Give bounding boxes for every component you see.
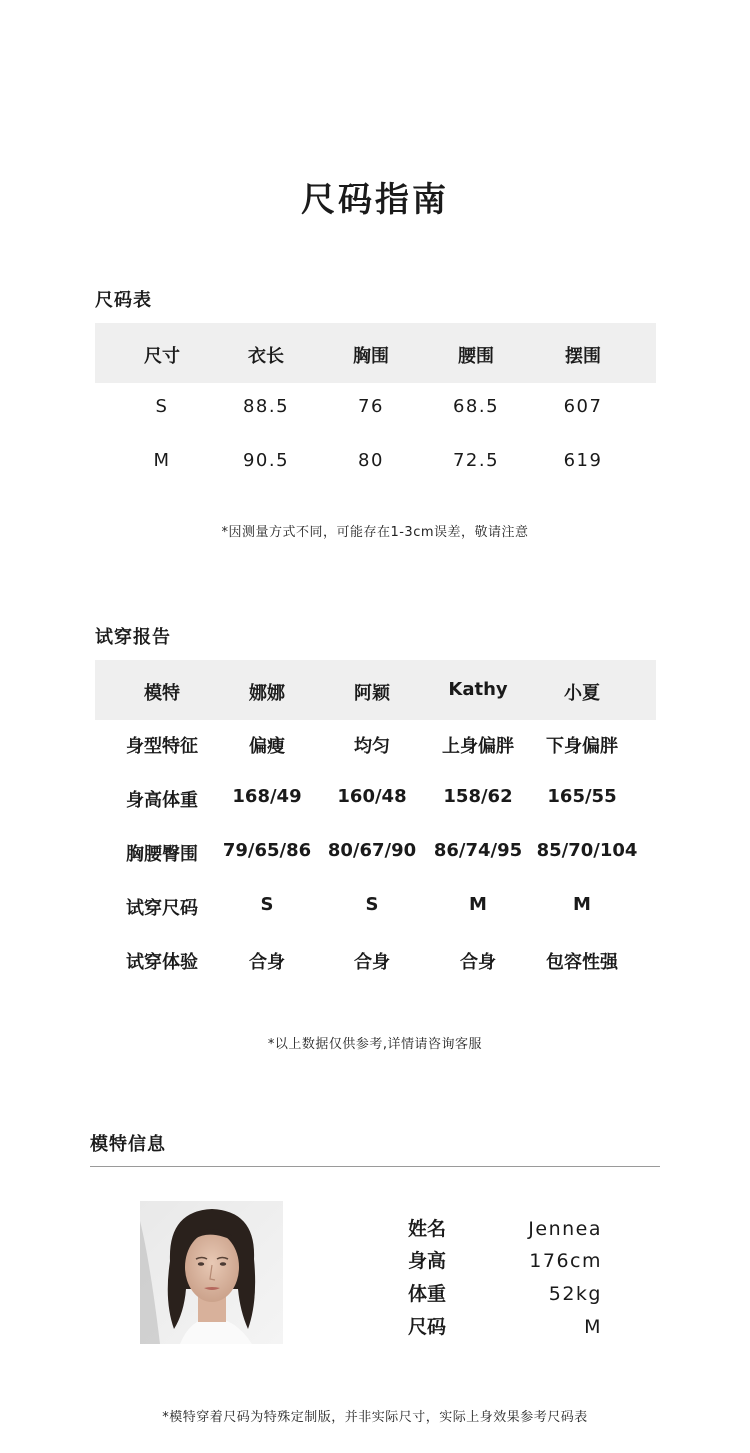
- fit-report-cell: 合身: [249, 952, 285, 973]
- fit-report-cell: S: [365, 894, 379, 915]
- fit-report-cell: 合身: [354, 952, 390, 973]
- fit-report-header-cell: 小夏: [564, 683, 600, 704]
- size-chart-cell: 90.5: [242, 450, 290, 471]
- fit-report-cell: 身型特征: [126, 736, 198, 757]
- fit-report-cell: 均匀: [354, 736, 390, 757]
- fit-report-row: [95, 882, 656, 936]
- size-chart-table: [95, 323, 656, 491]
- model-height-value: 176cm: [529, 1250, 602, 1272]
- fit-report-cell: 上身偏胖: [442, 736, 514, 757]
- size-chart-title: 尺码表: [95, 290, 152, 311]
- fit-report-cell: 160/48: [337, 786, 407, 807]
- model-info-divider: [90, 1166, 660, 1167]
- fit-report-cell: S: [260, 894, 274, 915]
- size-chart-header-cell: 摆围: [565, 346, 601, 367]
- fit-report-cell: M: [469, 894, 487, 915]
- fit-report-cell: 79/65/86: [222, 840, 312, 861]
- size-chart-row: [95, 383, 656, 437]
- size-chart-cell: 76: [358, 396, 384, 417]
- fit-report-cell: 86/74/95: [433, 840, 523, 861]
- size-chart-cell: M: [153, 450, 171, 471]
- fit-report-row: [95, 720, 656, 774]
- fit-report-cell: M: [573, 894, 591, 915]
- fit-report-row: [95, 774, 656, 828]
- model-height-label: 身高: [408, 1250, 447, 1272]
- size-chart-cell: 88.5: [242, 396, 290, 417]
- fit-report-cell: 试穿体验: [126, 952, 198, 973]
- fit-report-cell: 下身偏胖: [546, 736, 618, 757]
- model-portrait-image: [140, 1201, 283, 1344]
- model-weight-label: 体重: [408, 1283, 447, 1305]
- size-chart-header-cell: 衣长: [248, 346, 284, 367]
- fit-report-cell: 试穿尺码: [126, 898, 198, 919]
- fit-report-cell: 165/55: [547, 786, 617, 807]
- fit-report-cell: 合身: [460, 952, 496, 973]
- fit-report-cell: 168/49: [232, 786, 302, 807]
- fit-report-header-row: [95, 660, 656, 720]
- fit-report-table: [95, 660, 656, 990]
- fit-report-header-cell: Kathy: [448, 679, 508, 700]
- fit-report-cell: 偏瘦: [249, 736, 285, 757]
- model-size-value: M: [584, 1316, 602, 1338]
- fit-report-cell: 85/70/104: [536, 840, 638, 861]
- fit-report-cell: 158/62: [443, 786, 513, 807]
- model-info-note: *模特穿着尺码为特殊定制版，并非实际尺寸，实际上身效果参考尺码表: [162, 1410, 588, 1425]
- size-chart-note: *因测量方式不同，可能存在1-3cm误差，敬请注意: [221, 525, 529, 540]
- fit-report-row: [95, 936, 656, 990]
- size-chart-cell: 607: [563, 396, 603, 417]
- model-weight-value: 52kg: [548, 1283, 602, 1305]
- fit-report-title: 试穿报告: [95, 627, 171, 648]
- fit-report-note: *以上数据仅供参考,详情请咨询客服: [267, 1037, 483, 1052]
- fit-report-cell: 包容性强: [546, 952, 618, 973]
- size-chart-header-cell: 尺寸: [144, 346, 180, 367]
- size-chart-header-cell: 胸围: [353, 346, 389, 367]
- fit-report-row: [95, 828, 656, 882]
- size-chart-cell: S: [155, 396, 169, 417]
- fit-report-header-cell: 娜娜: [249, 683, 285, 704]
- fit-report-cell: 身高体重: [126, 790, 198, 811]
- model-photo: [140, 1201, 283, 1344]
- size-chart-cell: 68.5: [452, 396, 500, 417]
- size-chart-header-row: [95, 323, 656, 383]
- model-name-label: 姓名: [408, 1218, 447, 1240]
- fit-report-cell: 胸腰臀围: [126, 844, 198, 865]
- size-chart-cell: 80: [358, 450, 384, 471]
- model-name-value: Jennea: [528, 1218, 602, 1240]
- fit-report-header-cell: 阿颖: [354, 683, 390, 704]
- size-chart-cell: 619: [563, 450, 603, 471]
- size-chart-row: [95, 437, 656, 491]
- fit-report-header-cell: 模特: [144, 683, 180, 704]
- page-title: 尺码指南: [301, 180, 449, 220]
- fit-report-cell: 80/67/90: [327, 840, 417, 861]
- model-info-title: 模特信息: [90, 1134, 166, 1155]
- size-chart-cell: 72.5: [452, 450, 500, 471]
- model-size-label: 尺码: [408, 1316, 447, 1338]
- size-chart-header-cell: 腰围: [458, 346, 494, 367]
